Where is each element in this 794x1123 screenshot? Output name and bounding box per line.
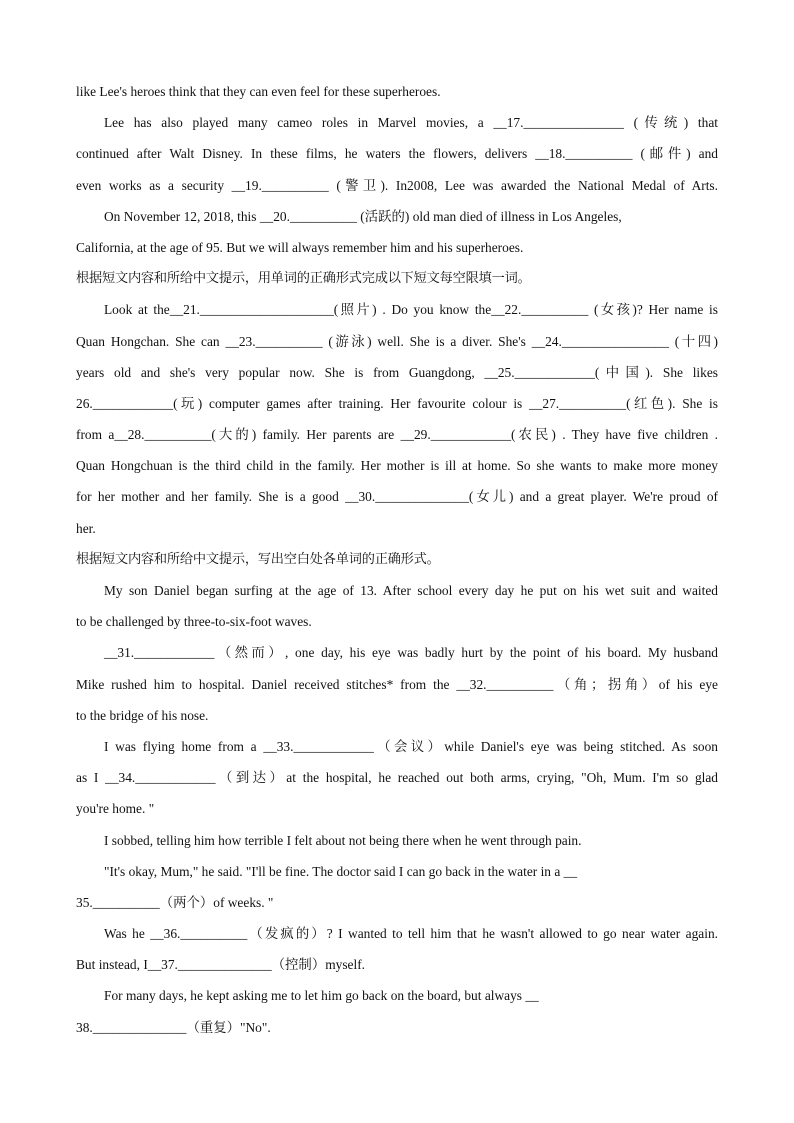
text-line: 38.______________（重复）"No".	[76, 1019, 271, 1035]
section-heading: 根据短文内容和所给中文提示，用单词的正确形式完成以下短文每空限填一词。	[76, 271, 531, 287]
text-line: for her mother and her family. She is a good __30.______________(女儿) and a great player. We're proud of	[76, 489, 718, 505]
text-line: Was he __36.__________（发疯的）? I wanted to tell him that he wasn't allowed to go near water again.	[104, 926, 718, 942]
text-line: you're home. "	[76, 801, 155, 817]
text-line: to the bridge of his nose.	[76, 707, 209, 723]
text-line: California, at the age of 95. But we will always remember him and his superheroes.	[76, 239, 524, 255]
text-line: Lee has also played many cameo roles in Marvel movies, a __17._______________ (传统) that	[104, 115, 718, 131]
text-line: to be challenged by three-to-six-foot waves.	[76, 614, 312, 630]
text-line: her.	[76, 520, 96, 536]
text-line: 26.____________(玩) computer games after training. Her favourite colour is __27.__________(红色). She is	[76, 395, 718, 411]
text-line: Quan Hongchuan is the third child in the family. Her mother is ill at home. So she wants to make more money	[76, 458, 718, 474]
section-heading: 根据短文内容和所给中文提示，写出空白处各单词的正确形式。	[76, 551, 440, 567]
text-line: Look at the__21.____________________(照片) . Do you know the__22.__________ (女孩)? Her name is	[104, 302, 718, 318]
text-line: I was flying home from a __33.____________（会议）while Daniel's eye was being stitched. As soon	[104, 738, 718, 754]
document-page	[76, 76, 718, 1043]
text-line: as I __34.____________（到达）at the hospital, he reached out both arms, crying, "Oh, Mum. I'm so glad	[76, 770, 718, 786]
text-line: Mike rushed him to hospital. Daniel received stitches* from the __32.__________（角；拐角）of his eye	[76, 676, 718, 692]
text-line: "It's okay, Mum," he said. "I'll be fine. The doctor said I can go back in the water in a __	[104, 863, 578, 879]
text-line: But instead, I__37.______________（控制）myself.	[76, 957, 365, 973]
text-line: On November 12, 2018, this __20.__________ (活跃的) old man died of illness in Los Angeles,	[104, 208, 622, 224]
text-line: Quan Hongchan. She can __23.__________ (游泳) well. She is a diver. She's __24.________________ (十四)	[76, 333, 718, 349]
text-line: even works as a security __19.__________ (警卫). In2008, Lee was awarded the National Medal of Arts.	[76, 177, 718, 193]
text-line: like Lee's heroes think that they can even feel for these superheroes.	[76, 84, 441, 99]
text-line: For many days, he kept asking me to let him go back on the board, but always __	[104, 988, 539, 1004]
text-line: __31.____________（然而）, one day, his eye was badly hurt by the point of his board. My husband	[104, 645, 718, 661]
text-line: years old and she's very popular now. She is from Guangdong, __25.____________(中国). She likes	[76, 364, 718, 380]
text-line: continued after Walt Disney. In these films, he waters the flowers, delivers __18.__________ (邮件) and	[76, 146, 718, 162]
text-line: My son Daniel began surfing at the age of 13. After school every day he put on his wet suit and waited	[104, 583, 718, 598]
text-line: from a__28.__________(大的) family. Her parents are __29.____________(农民) . They have five children .	[76, 427, 718, 443]
text-line: 35.__________（两个）of weeks. "	[76, 894, 274, 910]
text-line: I sobbed, telling him how terrible I felt about not being there when he went through pain.	[104, 832, 582, 848]
